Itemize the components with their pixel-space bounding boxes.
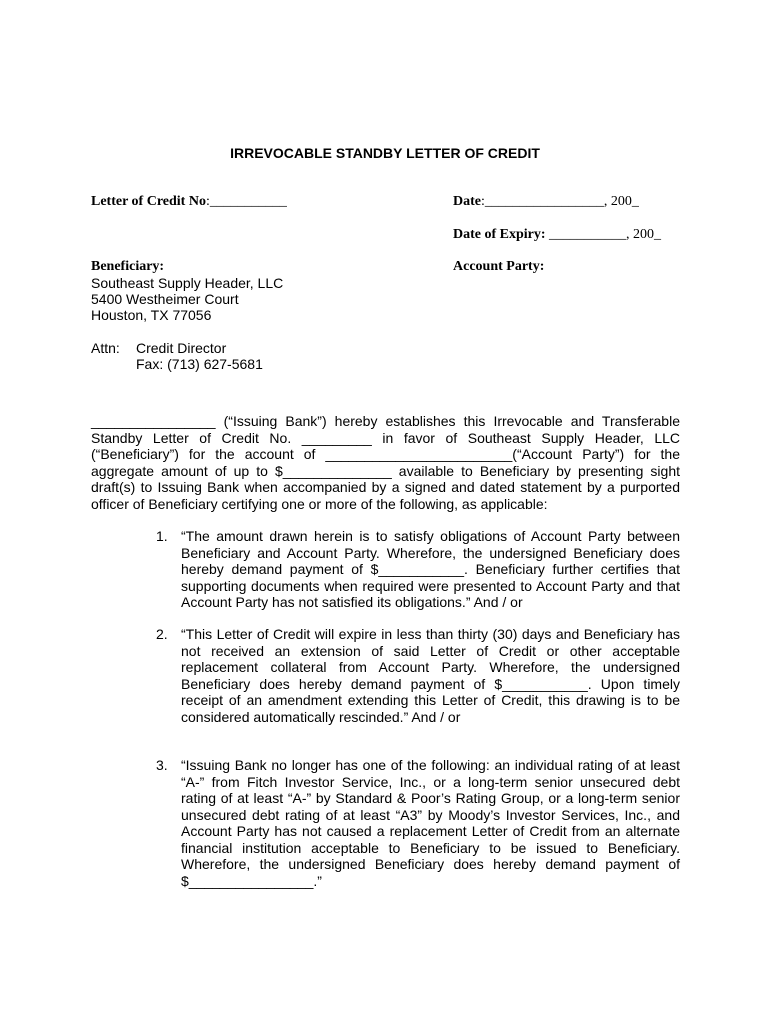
- beneficiary-heading: [91, 259, 164, 275]
- expiry-blank: ___________, 200_: [545, 227, 662, 242]
- date-label: Date: [453, 194, 481, 209]
- date-field: [453, 194, 639, 210]
- expiry-label: Date of Expiry:: [453, 227, 546, 242]
- loc-number-field: [91, 194, 287, 210]
- list-item-number: 3.: [156, 757, 168, 773]
- list-item-number: 2.: [156, 626, 168, 642]
- beneficiary-name: Southeast Supply Header, LLC: [91, 275, 284, 291]
- date-blank: :_________________, 200_: [481, 194, 639, 209]
- attn-fax: Fax: (713) 627-5681: [136, 356, 263, 372]
- list-item-text: “This Letter of Credit will expire in less than thirty (30) days and Beneficiary has not received an extension of said Letter of Credit or other acceptable replacement collateral from Account Party. Wherefore, the undersigned Beneficiary does hereby demand payment of $___________. Upon timely receipt of an amendment extending this Letter of Credit, this drawing is to be considered automatically rescinded.” And / or: [181, 626, 680, 725]
- expiry-field: [453, 227, 661, 243]
- list-item-number: 1.: [156, 528, 168, 544]
- beneficiary-label: Beneficiary:: [91, 259, 165, 274]
- list-item: [156, 528, 680, 611]
- attn-name: Credit Director: [136, 340, 227, 356]
- list-item-text: “Issuing Bank no longer has one of the following: an individual rating of at least “A-” from Fitch Investor Service, Inc., or a long-term senior unsecured debt rating of at least “A-” by Standard & Poor’s Rating Group, or a long-term senior unsecured debt rating of at least “A3” by Moody’s Investor Services, Inc., and Account Party has not caused a replacement Letter of Credit from an alternate financial institution acceptable to Beneficiary to be issued to Beneficiary. Wherefore, the undersigned Beneficiary does hereby demand payment of $________________.”: [181, 757, 680, 889]
- document-title: IRREVOCABLE STANDBY LETTER OF CREDIT: [230, 145, 540, 161]
- account-party-label: Account Party:: [453, 259, 545, 274]
- account-party-heading: [453, 259, 544, 275]
- beneficiary-address-line1: 5400 Westheimer Court: [91, 291, 239, 307]
- list-item: [156, 626, 680, 725]
- intro-paragraph: ________________ (“Issuing Bank”) hereby establishes this Irrevocable and Transferable Standby Letter of Credit No. _________ in favor of Southeast Supply Header, LLC (“Beneficiary”) for the account of ________________________(“Account Party”) for the aggregate amount of up to $______________ available to Beneficiary by presenting sight draft(s) to Issuing Bank when accompanied by a signed and dated statement by a purported officer of Beneficiary certifying one or more of the following, as applicable:: [91, 413, 680, 512]
- list-item: [156, 757, 680, 889]
- list-item-text: “The amount drawn herein is to satisfy obligations of Account Party between Beneficiary and Account Party. Wherefore, the undersigned Beneficiary does hereby demand payment of $___________. Beneficiary further certifies that supporting documents when required were presented to Account Party and that Account Party has not satisfied its obligations.” And / or: [181, 528, 680, 610]
- loc-number-label: Letter of Credit No: [91, 194, 206, 209]
- loc-number-blank: :___________: [205, 194, 287, 209]
- attn-label: Attn:: [91, 340, 120, 356]
- beneficiary-address-line2: Houston, TX 77056: [91, 307, 212, 323]
